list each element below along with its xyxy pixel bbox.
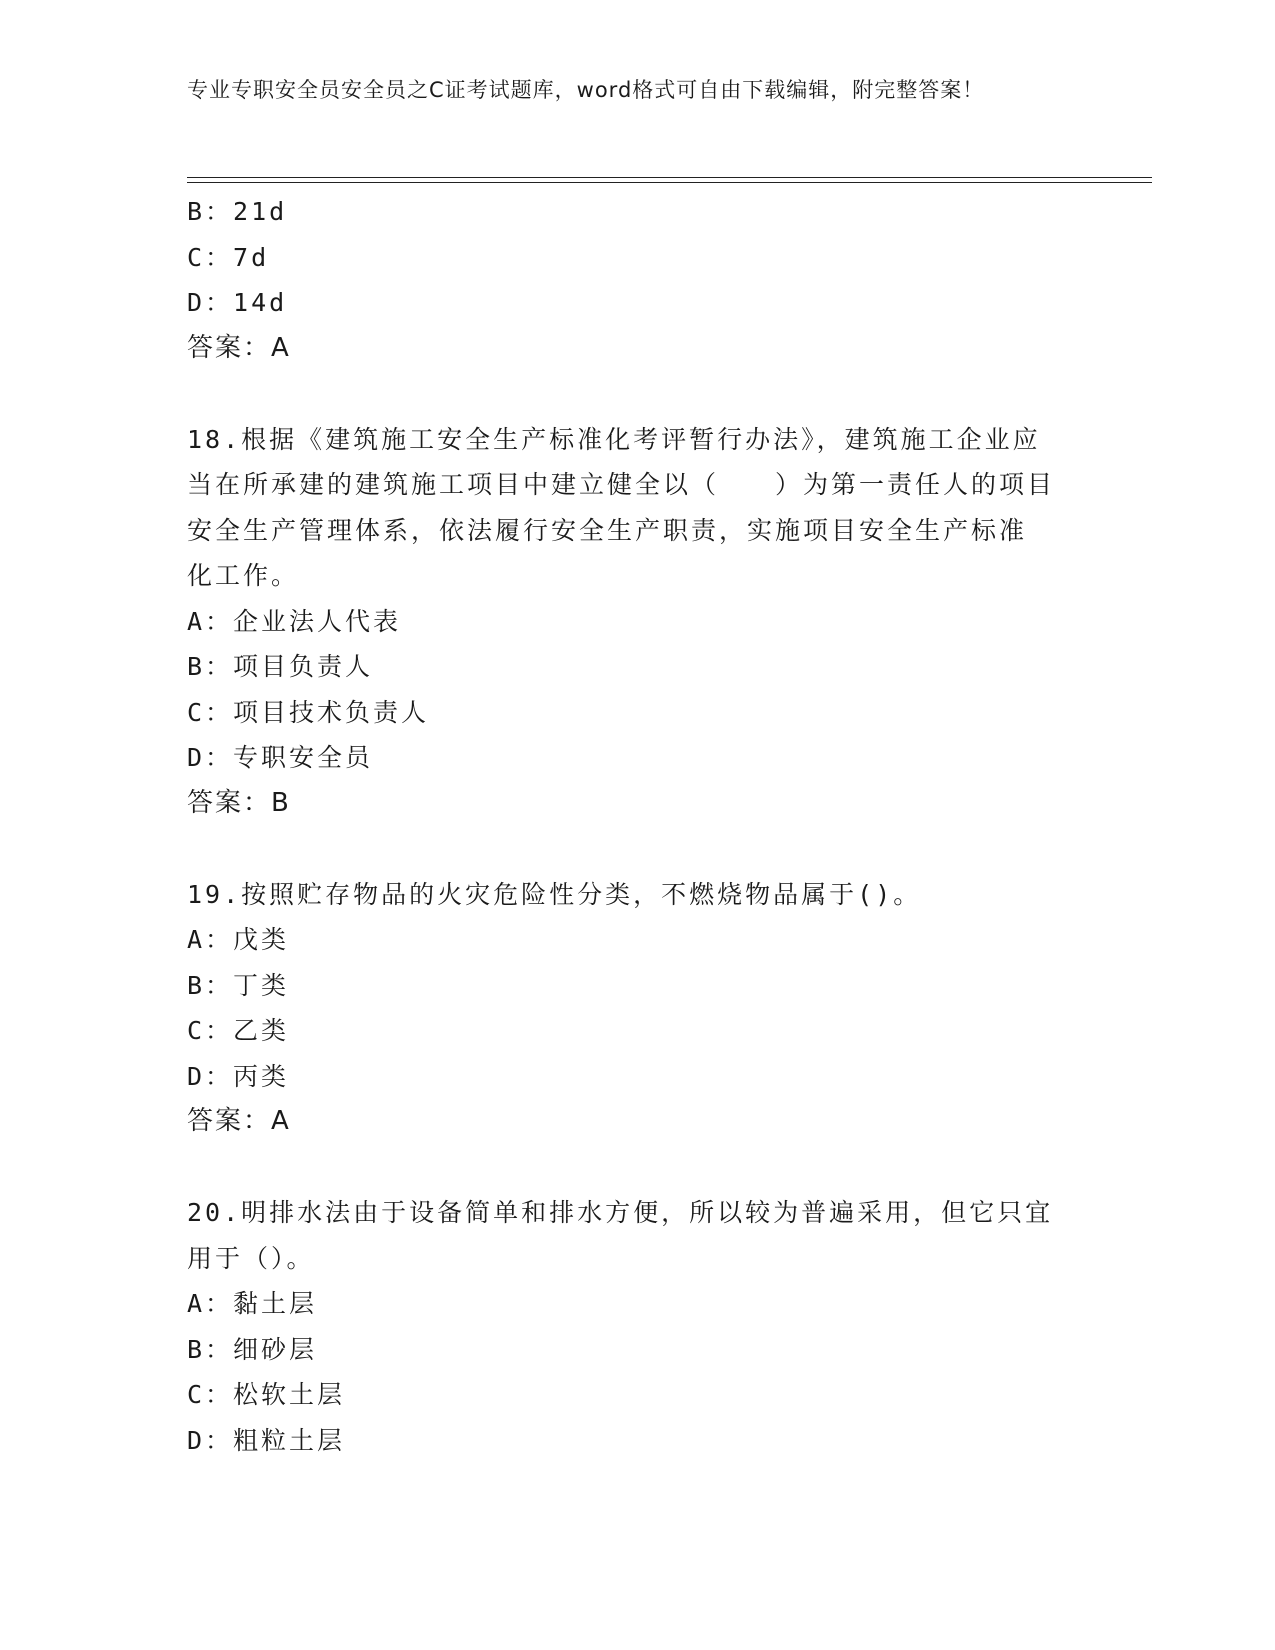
document-header: 专业专职安全员安全员之C证考试题库，word格式可自由下载编辑，附完整答案！ [187, 78, 985, 102]
question-stem-line: 化工作。 [187, 561, 300, 590]
question-20 [187, 1190, 1087, 1463]
option-b: B：项目负责人 [187, 652, 374, 681]
question-18 [187, 417, 1087, 827]
option-a: A：黏土层 [187, 1289, 318, 1318]
question-list [187, 189, 1087, 1463]
option-d: D：粗粒土层 [187, 1425, 346, 1455]
option-b: B：细砂层 [187, 1334, 318, 1364]
question-17-continuation [187, 189, 1087, 371]
option-a: A：企业法人代表 [187, 606, 402, 636]
option-c: C：松软土层 [187, 1380, 346, 1409]
option-c: C：项目技术负责人 [187, 697, 430, 727]
header-divider-bottom [187, 182, 1152, 183]
question-stem-line: 当在所承建的建筑施工项目中建立健全以（ ）为第一责任人的项目 [187, 470, 1056, 499]
option-b: B：丁类 [187, 970, 290, 1000]
question-stem-line: 用于（）。 [187, 1243, 315, 1273]
question-19 [187, 872, 1087, 1145]
option-b: B：21d [187, 197, 288, 226]
spacer [187, 826, 1087, 872]
option-c: C：乙类 [187, 1016, 290, 1045]
question-stem-line: 20.明排水法由于设备简单和排水方便，所以较为普遍采用，但它只宜 [187, 1198, 1054, 1227]
question-stem-line: 安全生产管理体系，依法履行安全生产职责，实施项目安全生产标准 [187, 515, 1028, 545]
question-stem-line: 18.根据《建筑施工安全生产标准化考评暂行办法》，建筑施工企业应 [187, 424, 1041, 454]
header-divider-top [187, 177, 1152, 178]
answer-line: 答案：B [187, 787, 291, 818]
option-d: D：丙类 [187, 1061, 290, 1091]
option-a: A：戊类 [187, 925, 290, 954]
question-stem-line: 19.按照贮存物品的火灾危险性分类，不燃烧物品属于()。 [187, 879, 922, 909]
option-d: D：专职安全员 [187, 743, 374, 772]
option-d: D：14d [187, 288, 288, 317]
option-c: C：7d [187, 242, 270, 272]
spacer [187, 1145, 1087, 1191]
spacer [187, 371, 1087, 417]
answer-line: 答案：A [187, 332, 291, 363]
answer-line: 答案：A [187, 1106, 291, 1136]
